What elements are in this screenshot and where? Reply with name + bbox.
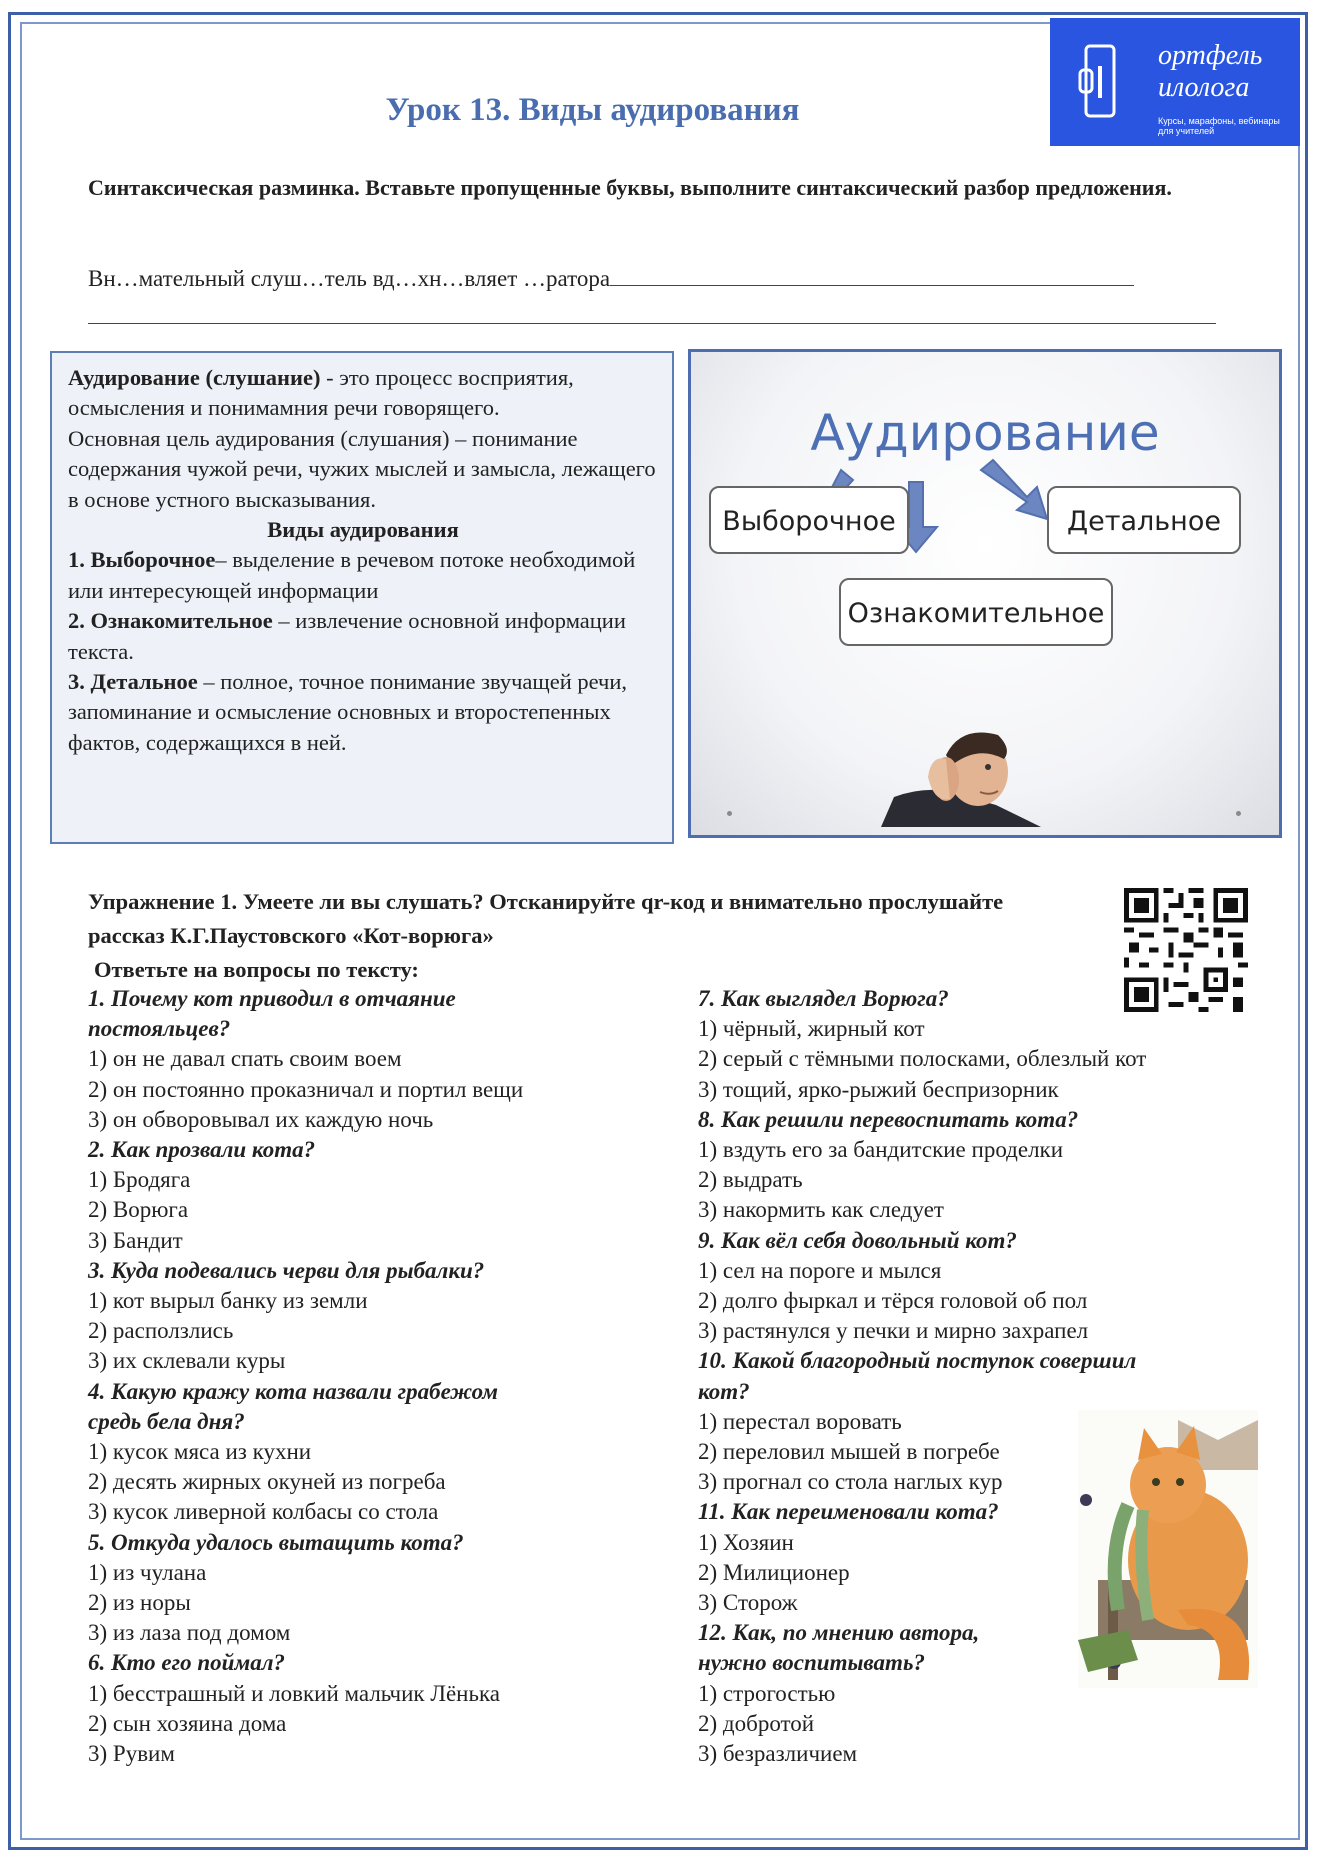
question-text: 9. Как вёл себя довольный кот? — [698, 1227, 1017, 1253]
question-text: 4. Какую кражу кота назвали грабежом — [88, 1378, 498, 1404]
definition-term-rest: - это процесс восприятия, осмысления и понимамния речи говорящего. — [68, 365, 574, 421]
diagram-box-introductory: Ознакомительное — [839, 578, 1113, 646]
answer-option[interactable]: 2) Милиционер — [698, 1559, 850, 1585]
listening-man-picture — [876, 727, 1046, 827]
answer-option[interactable]: 2) Ворюга — [88, 1197, 189, 1223]
answer-option[interactable]: 2) расползлись — [88, 1318, 234, 1344]
answer-option[interactable]: 1) бесстрашный и ловкий мальчик Лёнька — [88, 1680, 500, 1706]
answer-option[interactable]: 3) кусок ливерной колбасы со стола — [88, 1499, 439, 1525]
kind-desc: – выделение в речевом потоке необходимой или интересующей информации — [68, 547, 636, 603]
answer-option[interactable]: 3) их склевали куры — [88, 1348, 286, 1374]
answer-option[interactable]: 1) сел на пороге и мылся — [698, 1257, 942, 1283]
cat-illustration — [1068, 1410, 1268, 1688]
answer-option[interactable]: 2) переловил мышей в погребе — [698, 1439, 1000, 1465]
logo-tagline: Курсы, марафоны, вебинары для учителей — [1158, 116, 1280, 136]
question-text: 5. Откуда удалось вытащить кота? — [88, 1529, 464, 1555]
kind-desc: – извлечение основной информации текста. — [68, 608, 626, 664]
arrow-right-icon — [981, 460, 1047, 519]
warmup-instruction: Синтаксическая разминка. Вставьте пропущенные буквы, выполните синтаксический разбор предложения. — [88, 175, 1172, 200]
questions-left-column — [88, 984, 688, 1769]
logo-line-2: илолога — [1158, 72, 1250, 103]
answer-option[interactable]: 1) перестал воровать — [698, 1408, 902, 1434]
question-text: постояльцев? — [88, 1016, 231, 1042]
lesson-title: Урок 13. Виды аудирования — [385, 92, 800, 128]
answer-option[interactable]: 3) он обворовывал их каждую ночь — [88, 1106, 434, 1132]
listening-diagram-slide — [688, 349, 1282, 838]
warmup-sentence-line — [88, 262, 1213, 295]
question-text: средь бела дня? — [88, 1408, 245, 1434]
kind-item — [68, 667, 658, 758]
question-text: 11. Как переименовали кота? — [698, 1499, 999, 1525]
exercise-heading: Упражнение 1. Умеете ли вы слушать? Отсканируйте qr-код и внимательно прослушайте рассказ К.Г.Паустовского «Кот-ворюга» — [88, 889, 1004, 948]
answer-option[interactable]: 2) он постоянно проказничал и портил вещи — [88, 1076, 524, 1102]
answer-option[interactable]: 3) прогнал со стола наглых кур — [698, 1469, 1003, 1495]
answer-option[interactable]: 2) выдрать — [698, 1167, 803, 1193]
answer-line[interactable] — [610, 263, 1134, 286]
answer-option[interactable]: 2) добротой — [698, 1710, 815, 1736]
question-text: 12. Как, по мнению автора, — [698, 1620, 980, 1646]
answer-option[interactable]: 1) строгостью — [698, 1680, 836, 1706]
kind-name: 1. Выборочное — [68, 547, 216, 573]
slide-dot — [727, 811, 732, 816]
answer-option[interactable]: 1) Хозяин — [698, 1529, 794, 1555]
slide-dot — [1236, 811, 1241, 816]
question-text: 2. Как прозвали кота? — [88, 1137, 316, 1163]
diagram-box-detailed: Детальное — [1047, 486, 1241, 554]
question-text: 10. Какой благородный поступок совершил — [698, 1348, 1137, 1374]
definition-goal: Основная цель аудирования (слушания) – понимание содержания чужой речи, чужих мыслей и замысла, лежащего в основе устного высказывания. — [68, 425, 656, 512]
warmup-sentence: Вн…мательный слуш…тель вд…хн…вляет …ратора — [88, 266, 611, 291]
exercise-heading-block — [88, 885, 1048, 987]
answer-option[interactable]: 2) из норы — [88, 1590, 191, 1616]
question-text: 3. Куда подевались черви для рыбалки? — [88, 1257, 485, 1283]
answer-option[interactable]: 3) из лаза под домом — [88, 1620, 291, 1646]
definition-text — [68, 363, 658, 424]
kind-name: 2. Ознакомительное — [68, 608, 273, 634]
answer-option[interactable]: 2) десять жирных окуней из погреба — [88, 1469, 446, 1495]
question-text: кот? — [698, 1378, 750, 1404]
question-text: нужно воспитывать? — [698, 1650, 925, 1676]
question-text: 6. Кто его поймал? — [88, 1650, 286, 1676]
answer-option[interactable]: 3) безразличием — [698, 1741, 858, 1767]
answer-option[interactable]: 3) накормить как следует — [698, 1197, 944, 1223]
answer-option[interactable]: 2) сын хозяина дома — [88, 1710, 287, 1736]
kind-name: 3. Детальное — [68, 669, 198, 695]
definition-box — [50, 351, 674, 844]
kind-desc: – полное, точное понимание звучащей речи, запоминание и осмысление основных и второстепенных фактов, содержащихся в ней. — [68, 669, 628, 755]
kind-item — [68, 606, 658, 667]
answer-option[interactable]: 3) тощий, ярко-рыжий беспризорник — [698, 1076, 1059, 1102]
slide-title: Аудирование — [810, 404, 1160, 462]
answer-option[interactable]: 1) он не давал спать своим воем — [88, 1046, 402, 1072]
question-text: 1. Почему кот приводил в отчаяние — [88, 986, 456, 1011]
definition-term: Аудирование (слушание) — [68, 365, 321, 390]
exercise-subheading: Ответьте на вопросы по тексту: — [94, 957, 419, 982]
answer-line-2[interactable] — [88, 323, 1216, 324]
answer-option[interactable]: 3) Сторож — [698, 1590, 798, 1616]
answer-option[interactable]: 3) Бандит — [88, 1227, 183, 1253]
answer-option[interactable]: 3) растянулся у печки и мирно захрапел — [698, 1318, 1089, 1344]
answer-option[interactable]: 1) кот вырыл банку из земли — [88, 1288, 368, 1314]
kinds-heading: Виды аудирования — [267, 517, 459, 543]
answer-option[interactable]: 1) из чулана — [88, 1559, 207, 1585]
question-text: 7. Как выглядел Ворюга? — [698, 986, 949, 1011]
answer-option[interactable]: 1) кусок мяса из кухни — [88, 1439, 312, 1465]
answer-option[interactable]: 1) Бродяга — [88, 1167, 191, 1193]
question-text: 8. Как решили перевоспитать кота? — [698, 1106, 1079, 1132]
answer-option[interactable]: 2) серый с тёмными полосками, облезлый кот — [698, 1046, 1147, 1072]
answer-option[interactable]: 2) долго фыркал и тёрся головой об пол — [698, 1288, 1088, 1314]
logo-line-1: ортфель — [1158, 40, 1263, 71]
answer-option[interactable]: 1) вздуть его за бандитские проделки — [698, 1137, 1064, 1163]
diagram-box-selective: Выборочное — [709, 486, 909, 554]
answer-option[interactable]: 3) Рувим — [88, 1741, 175, 1767]
answer-option[interactable]: 1) чёрный, жирный кот — [698, 1016, 925, 1042]
kind-item — [68, 545, 658, 606]
